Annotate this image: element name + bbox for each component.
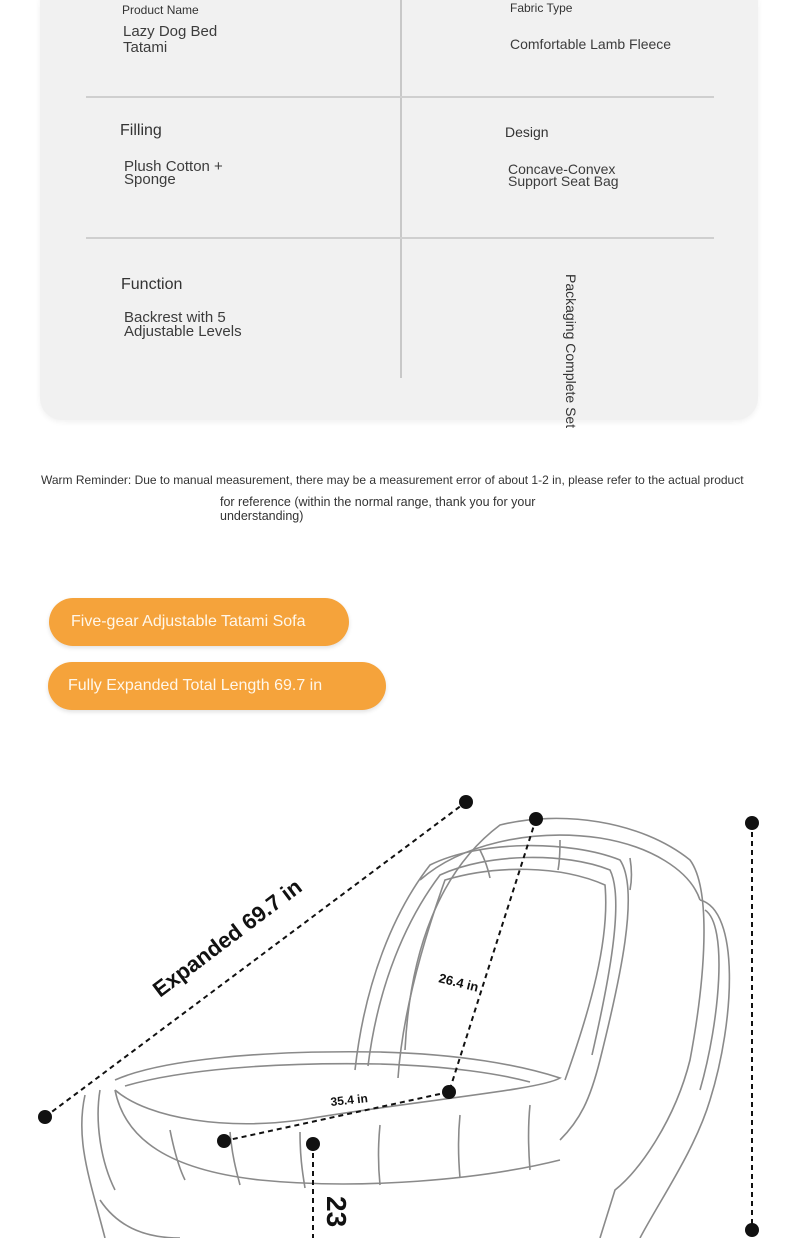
row-divider — [86, 96, 714, 98]
fabric-type-label: Fabric Type — [510, 1, 573, 15]
row-divider — [86, 237, 714, 239]
spec-card — [40, 0, 758, 420]
back-height-label: 26.4 in — [437, 970, 481, 995]
product-name-value: Lazy Dog Bed Tatami — [123, 23, 218, 56]
filling-label: Filling — [120, 122, 162, 139]
design-value: Concave-Convex Support Seat Bag — [508, 161, 619, 189]
function-label: Function — [121, 276, 183, 293]
fabric-type-value: Comfortable Lamb Fleece — [510, 36, 672, 52]
sofa-outline — [82, 818, 730, 1238]
expanded-length-label: Expanded 69.7 in — [147, 873, 307, 1002]
function-value: Backrest with 5 Adjustable Levels — [124, 309, 242, 340]
sofa-dimension-diagram — [0, 760, 800, 1238]
seat-depth-label: 35.4 in — [329, 1091, 369, 1109]
reminder-line-1: Warm Reminder: Due to manual measurement, there may be a measurement error of about 1-2 in, please refer to the actual product — [41, 473, 744, 487]
dimension-points — [38, 795, 759, 1237]
column-divider — [400, 0, 402, 378]
packaging-label: Packaging Complete Set — [563, 274, 579, 429]
design-label: Design — [505, 124, 549, 140]
reminder-line-2: for reference (within the normal range, thank you for your understanding) — [220, 495, 536, 523]
badge-five-gear: Five-gear Adjustable Tatami Sofa — [49, 598, 349, 646]
seat-height-label: 23 — [321, 1196, 352, 1228]
badge-expanded-length: Fully Expanded Total Length 69.7 in — [48, 662, 386, 710]
product-name-label: Product Name — [122, 3, 199, 17]
filling-value: Plush Cotton + Sponge — [124, 158, 223, 188]
dimension-lines — [45, 802, 752, 1238]
